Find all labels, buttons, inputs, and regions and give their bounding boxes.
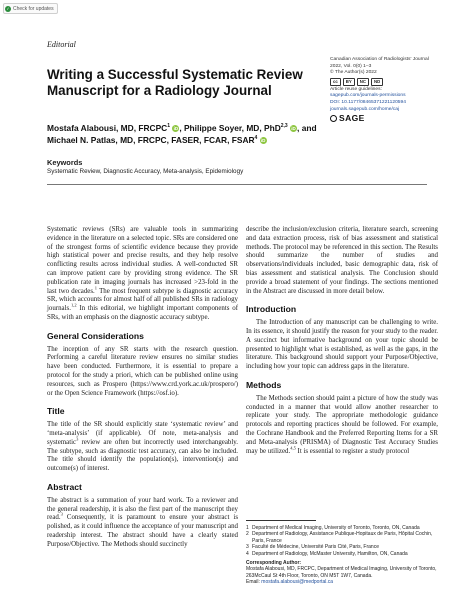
orcid-icon[interactable]: iD <box>173 126 179 132</box>
abstract-heading: Abstract <box>47 481 82 492</box>
email-label: Email: <box>246 579 260 586</box>
introduction-heading: Introduction <box>246 304 297 315</box>
check-updates-icon: ✓ <box>6 5 10 11</box>
by-badge: BY <box>343 78 355 86</box>
osf-link[interactable]: https://osf.io <box>140 389 175 397</box>
affiliation-number: 3 <box>246 544 249 551</box>
nc-badge: NC <box>357 78 369 86</box>
cc-badge: cc <box>330 78 341 86</box>
section-label: Editorial <box>47 40 76 49</box>
methods-paragraph <box>246 395 438 457</box>
general-considerations-heading: General Considerations <box>47 330 144 341</box>
affiliation-number: 4 <box>246 550 249 557</box>
title-paragraph <box>47 421 238 474</box>
citation[interactable]: 1 <box>94 285 98 291</box>
author-and: and <box>301 123 317 133</box>
author-1-affil: 1 <box>167 123 170 130</box>
intro-text-2: The most frequent subtype is diagnostic accuracy SR, which accounts for almost half of all published SRs in radiology journals. <box>47 287 238 313</box>
author-3-affil: 4 <box>254 135 258 142</box>
general-text-1: The inception of any SR starts with the research question. Performing a careful literature review ensures no similar studies have been conducted. Furthermore, it is essential to prepare a protocol for the study a priori, which can be published online using resources, such as Prospero ( <box>47 345 238 388</box>
affiliations <box>246 525 441 586</box>
journal-info <box>330 57 450 122</box>
prospero-link[interactable]: https://www.crd.york.ac.uk/prospero/ <box>132 380 236 388</box>
citation[interactable]: 1,2 <box>70 302 77 308</box>
article-title: Writing a Successful Systematic Review Manuscript for a Radiology Journal <box>47 67 303 98</box>
email-link[interactable]: mostafa.alabousi@medportal.ca <box>261 579 334 586</box>
left-column <box>47 226 238 550</box>
author-2: Philippe Soyer, MD, PhD <box>183 123 281 133</box>
email-line <box>246 579 441 585</box>
reuse-label: Article reuse guidelines: <box>330 86 382 92</box>
abstract-paragraph <box>47 497 238 550</box>
title-text-1: The title of the SR should explicitly state ‘systematic review’ and ‘meta-analysis’ (if applicable). Of note, meta-analysis and systematic <box>47 421 238 446</box>
orcid-icon[interactable]: iD <box>260 138 266 144</box>
citation[interactable]: 3 <box>60 512 63 518</box>
affiliation-item <box>246 551 441 557</box>
footnote-divider <box>246 520 316 521</box>
general-text-3: ). <box>174 389 179 397</box>
citation[interactable]: 3 <box>76 436 79 442</box>
reuse-link[interactable]: sagepub.com/journals-permissions <box>330 93 406 99</box>
affiliation-item <box>246 531 441 544</box>
affiliation-number: 1 <box>246 525 249 531</box>
keywords-text: Systematic Review, Diagnostic Accuracy, Meta-analysis, Epidemiology <box>47 168 244 175</box>
copyright-line: © The Author(s) 2022 <box>330 70 377 76</box>
right-column <box>246 226 438 456</box>
corresponding-author-heading: Corresponding Author: <box>246 560 302 567</box>
author-2-affil: 2,3 <box>280 123 288 130</box>
keywords-heading: Keywords <box>47 158 83 167</box>
author-3: Michael N. Patlas, MD, FRCPC, FASER, FCAR, FSAR <box>47 135 255 145</box>
methods-text-1: The Methods section should paint a picture of how the study was conducted in a manner that would allow another researcher to replicate your study. The appropriate methodologic guidance protocols and reporting practices should be followed. For example, the Cochrane Handbook and the Preferred Reporting Items for a SR and Meta-analysis (PRISMA) of Diagnostic Test Accuracy Studies may be utilized. <box>246 394 438 455</box>
general-text-2: ) or the Open Science Framework ( <box>47 380 238 397</box>
publisher-name: SAGE <box>339 113 365 124</box>
volume-line: 2022, Vol. 0(0) 1–3 <box>330 63 372 69</box>
general-paragraph <box>47 346 238 399</box>
introduction-paragraph: The Introduction of any manuscript can be challenging to write. In its essence, it should justify the reason for your study to the reader. A succinct but informative background on your topic should be presented to highlight what is established, as well as the gaps, in the literature. This background should support your Purpose/Objective, including how your topic can address gaps in the literature. <box>246 319 438 371</box>
affiliation-text: Department of Radiology, Assistance Publique-Hopitaux de Paris, Hôpital Cochin, Paris, France <box>252 531 433 544</box>
check-updates-label: Check for updates <box>13 5 54 12</box>
citation[interactable]: 4,5 <box>290 445 296 451</box>
author-1: Mostafa Alabousi, MD, FRCPC <box>47 123 168 133</box>
orcid-icon[interactable]: iD <box>291 126 296 132</box>
journal-name: Canadian Association of Radiologists' Journal <box>330 57 429 62</box>
affiliation-number: 2 <box>246 531 249 538</box>
affiliation-text: Faculté de Médecine, Université Paris Cité, Paris, France <box>252 544 379 551</box>
divider <box>47 184 427 185</box>
author-list: Mostafa Alabousi, MD, FRCPC$^1$ iD, Philippe Soyer, MD, PhD$^{2,3}$ iD, and Michael N. Patlas, MD, FRCPC, FASER, FCAR, FSAR$^4$ iD <box>47 123 317 145</box>
abstract-text-2: Consequently, it is paramount to ensure your abstract is polished, as it could influence the acceptance of your manuscript and readership interest. The abstract should have a clearly stated Purpose/Objective. The Methods should succinctly <box>47 514 238 548</box>
intro-text-1: Systematic reviews (SRs) are valuable tools in summarizing evidence in the literature on a selected topic. SRs are considered one of the strongest forms of scientific evidence because they provide high statistical power and precise results, and they help resolve conflicting results across individual studies. A well-conducted SR can improve patient care by providing strong evidence. The SR publication rate in imaging journals has increased >23-fold in the last two decades. <box>47 226 238 295</box>
corresponding-author-text: Mostafa Alabousi, MD, FRCPC, Department of Medical Imaging, University of Toronto, 263McCaul St 4th Floor, Toronto, ON M5T 1W7, Canada. <box>246 566 437 579</box>
doi-link[interactable]: DOI: 10.1177/08465371221120594 <box>330 99 406 105</box>
journal-home-link[interactable]: journals.sagepub.com/home/caj <box>330 106 400 112</box>
cc-license-icon[interactable] <box>330 78 450 86</box>
affiliation-text: Department of Medical Imaging, University of Toronto, Toronto, ON, Canada <box>252 525 420 531</box>
nd-badge: ND <box>371 78 383 86</box>
methods-text-2: It is essential to register a study protocol <box>295 447 410 455</box>
intro-text-3: In this editorial, we highlight important components of SRs, with an emphasis on the diagnostic accuracy subtype. <box>47 305 238 321</box>
methods-heading: Methods <box>246 379 282 390</box>
intro-paragraph <box>47 226 238 323</box>
title-text-2: review are often but incorrectly used interchangeably. The subtype, such as diagnostic test accuracy, can also be included. The title should identify the population(s), intervention(s) and outcome(s) of interest. <box>47 438 238 473</box>
check-for-updates-badge[interactable] <box>3 3 58 14</box>
title-heading: Title <box>47 406 65 417</box>
abstract-text-1: The abstract is a summation of your hard work. To a reviewer and the general readership, it is also the first part of the manuscript they read. <box>47 496 238 522</box>
abstract-continued-paragraph: describe the inclusion/exclusion criteria, literature search, screening and data extraction process, risk of bias assessment and statistical methods. The protocol may be referenced in this section. The Results should summarize the number of studies and observations/individuals included, basic demographic data, risk of bias assessment and statistical analysis. The Conclusion should provide a broad statement of your findings. The sections mentioned in the Abstract are discussed in more detail below. <box>246 226 438 295</box>
affiliation-text: Department of Radiology, McMaster University, Hamilton, ON, Canada <box>252 550 408 557</box>
